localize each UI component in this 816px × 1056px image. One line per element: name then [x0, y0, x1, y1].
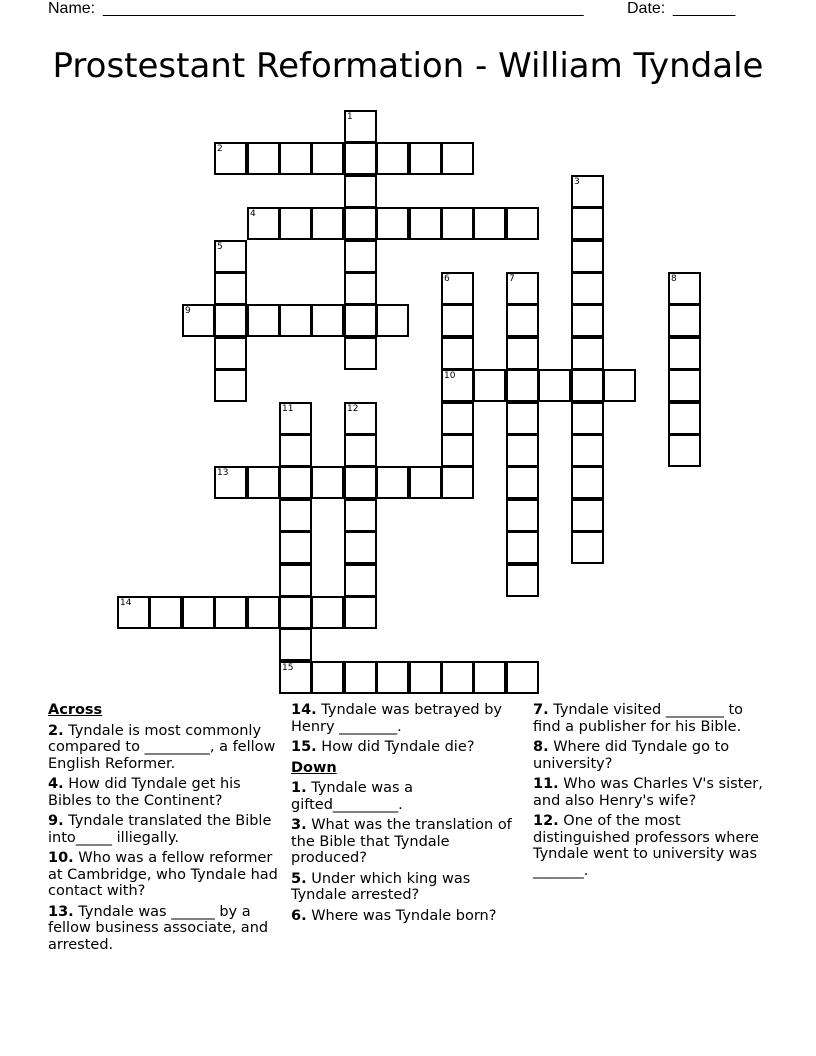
crossword-cell[interactable]	[279, 661, 312, 694]
date-field-line[interactable]: _______	[673, 0, 736, 17]
crossword-cell[interactable]	[279, 434, 312, 467]
crossword-cell[interactable]	[376, 661, 409, 694]
crossword-cell[interactable]	[247, 207, 280, 240]
crossword-cell[interactable]	[441, 337, 474, 370]
crossword-cell[interactable]	[376, 466, 409, 499]
clue-across-9: 9. Tyndale translated the Bible into_____ illiegally.	[48, 813, 272, 846]
crossword-cell[interactable]	[344, 531, 377, 564]
crossword-cell[interactable]	[214, 466, 247, 499]
crossword-cell[interactable]	[279, 596, 312, 629]
crossword-cell[interactable]	[214, 369, 247, 402]
clue-column-1	[48, 702, 280, 957]
clue-number-label: 8	[671, 274, 677, 284]
page-title: Prostestant Reformation - William Tyndale	[52, 46, 764, 86]
crossword-cell[interactable]	[279, 564, 312, 597]
crossword-cell[interactable]	[214, 142, 247, 175]
crossword-cell[interactable]	[311, 142, 344, 175]
crossword-cell[interactable]	[344, 110, 377, 143]
crossword-cell[interactable]	[344, 499, 377, 532]
crossword-cell[interactable]	[344, 175, 377, 208]
crossword-cell[interactable]	[279, 207, 312, 240]
clue-number-label: 9	[185, 306, 191, 316]
crossword-cell[interactable]	[571, 240, 604, 273]
crossword-cell[interactable]	[344, 434, 377, 467]
crossword-cell[interactable]	[506, 434, 539, 467]
crossword-cell[interactable]	[571, 337, 604, 370]
crossword-cell[interactable]	[668, 434, 701, 467]
clue-down-11: 11. Who was Charles V's sister, and also Henry's wife?	[533, 776, 763, 809]
crossword-cell[interactable]	[668, 402, 701, 435]
crossword-cell[interactable]	[506, 304, 539, 337]
clue-down-8: 8. Where did Tyndale go to university?	[533, 739, 730, 772]
crossword-cell[interactable]	[376, 142, 409, 175]
crossword-cell[interactable]	[506, 369, 539, 402]
crossword-cell[interactable]	[506, 531, 539, 564]
crossword-cell[interactable]	[149, 596, 182, 629]
clue-number-label: 12	[347, 404, 359, 414]
clue-down-1: 1. Tyndale was a gifted_________.	[291, 780, 414, 813]
crossword-cell[interactable]	[376, 304, 409, 337]
crossword-cell[interactable]	[279, 402, 312, 435]
across-heading: Across	[48, 702, 103, 718]
crossword-cell[interactable]	[571, 272, 604, 305]
clue-number-label: 6	[444, 274, 450, 284]
clue-number-label: 1	[347, 112, 353, 122]
crossword-cell[interactable]	[441, 402, 474, 435]
name-field-line[interactable]: ______________________________________________________	[103, 0, 584, 17]
crossword-cell[interactable]	[247, 304, 280, 337]
crossword-cell[interactable]	[214, 304, 247, 337]
clue-number-label: 4	[250, 209, 256, 219]
crossword-cell[interactable]	[441, 142, 474, 175]
crossword-cell[interactable]	[571, 175, 604, 208]
clue-number-label: 3	[574, 177, 580, 187]
crossword-cell[interactable]	[571, 207, 604, 240]
crossword-cell[interactable]	[344, 240, 377, 273]
crossword-cell[interactable]	[668, 337, 701, 370]
name-label: Name:	[48, 0, 96, 17]
crossword-cell[interactable]	[279, 531, 312, 564]
clue-across-14: 14. Tyndale was betrayed by Henry ________.	[291, 702, 502, 735]
crossword-cell[interactable]	[571, 499, 604, 532]
crossword-cell[interactable]	[409, 466, 442, 499]
crossword-cell[interactable]	[279, 628, 312, 661]
date-label: Date:	[627, 0, 666, 17]
crossword-cell[interactable]	[344, 142, 377, 175]
crossword-cell[interactable]	[571, 304, 604, 337]
crossword-cell[interactable]	[506, 661, 539, 694]
crossword-cell[interactable]	[668, 304, 701, 337]
crossword-cell[interactable]	[538, 369, 571, 402]
crossword-cell[interactable]	[571, 402, 604, 435]
crossword-cell[interactable]	[344, 564, 377, 597]
crossword-cell[interactable]	[441, 207, 474, 240]
crossword-cell[interactable]	[441, 369, 474, 402]
crossword-cell[interactable]	[214, 272, 247, 305]
crossword-cell[interactable]	[214, 240, 247, 273]
crossword-cell[interactable]	[247, 596, 280, 629]
crossword-cell[interactable]	[279, 142, 312, 175]
clue-column-2	[291, 702, 523, 928]
clue-number-label: 11	[282, 404, 294, 414]
clue-across-10: 10. Who was a fellow reformer at Cambridge, who Tyndale had contact with?	[48, 850, 278, 899]
crossword-cell[interactable]	[571, 369, 604, 402]
clue-number-label: 14	[120, 598, 132, 608]
crossword-cell[interactable]	[344, 402, 377, 435]
crossword-cell[interactable]	[506, 402, 539, 435]
crossword-cell[interactable]	[473, 207, 506, 240]
crossword-cell[interactable]	[506, 466, 539, 499]
clue-down-12: 12. One of the most distinguished professors where Tyndale went to university was _______.	[533, 813, 759, 879]
clue-number-label: 2	[217, 144, 223, 154]
crossword-cell[interactable]	[344, 596, 377, 629]
clue-number-label: 15	[282, 663, 294, 673]
crossword-cell[interactable]	[603, 369, 636, 402]
crossword-cell[interactable]	[506, 207, 539, 240]
crossword-cell[interactable]	[409, 661, 442, 694]
clue-number-label: 13	[217, 468, 229, 478]
crossword-cell[interactable]	[506, 499, 539, 532]
clue-column-3	[533, 702, 773, 883]
crossword-cell[interactable]	[668, 272, 701, 305]
crossword-cell[interactable]	[344, 661, 377, 694]
down-heading: Down	[291, 759, 337, 776]
clue-number-label: 5	[217, 242, 223, 252]
crossword-cell[interactable]	[473, 369, 506, 402]
crossword-cell[interactable]	[571, 434, 604, 467]
crossword-cell[interactable]	[473, 661, 506, 694]
crossword-cell[interactable]	[506, 337, 539, 370]
crossword-cell[interactable]	[311, 207, 344, 240]
clue-across-13: 13. Tyndale was ______ by a fellow business associate, and arrested.	[48, 903, 269, 953]
clue-down-3: 3. What was the translation of the Bible that Tyndale produced?	[291, 817, 512, 866]
crossword-cell[interactable]	[506, 564, 539, 597]
crossword-cell[interactable]	[571, 531, 604, 564]
crossword-cell[interactable]	[279, 466, 312, 499]
crossword-cell[interactable]	[279, 499, 312, 532]
crossword-cell[interactable]	[344, 337, 377, 370]
crossword-cell[interactable]	[441, 466, 474, 499]
clue-across-15: 15. How did Tyndale die?	[291, 739, 475, 755]
crossword-cell[interactable]	[668, 369, 701, 402]
crossword-cell[interactable]	[344, 304, 377, 337]
crossword-cell[interactable]	[344, 272, 377, 305]
clue-down-7: 7. Tyndale visited ________ to find a publisher for his Bible.	[533, 702, 744, 735]
clue-down-5: 5. Under which king was Tyndale arrested?	[291, 870, 471, 903]
crossword-cell[interactable]	[344, 207, 377, 240]
clue-down-6: 6. Where was Tyndale born?	[291, 907, 497, 924]
crossword-cell[interactable]	[409, 142, 442, 175]
crossword-cell[interactable]	[506, 272, 539, 305]
clue-across-4: 4. How did Tyndale get his Bibles to the Continent?	[48, 776, 241, 809]
crossword-cell[interactable]	[311, 661, 344, 694]
crossword-cell[interactable]	[247, 466, 280, 499]
crossword-cell[interactable]	[279, 304, 312, 337]
crossword-cell[interactable]	[441, 304, 474, 337]
crossword-cell[interactable]	[247, 142, 280, 175]
crossword-cell[interactable]	[409, 207, 442, 240]
clue-number-label: 7	[509, 274, 515, 284]
crossword-cell[interactable]	[441, 272, 474, 305]
clue-number-label: 10	[444, 371, 456, 381]
crossword-cell[interactable]	[344, 466, 377, 499]
crossword-cell[interactable]	[117, 596, 150, 629]
crossword-cell[interactable]	[441, 661, 474, 694]
crossword-cell[interactable]	[214, 596, 247, 629]
crossword-cell[interactable]	[571, 466, 604, 499]
crossword-cell[interactable]	[182, 304, 215, 337]
crossword-cell[interactable]	[214, 337, 247, 370]
crossword-cell[interactable]	[441, 434, 474, 467]
crossword-cell[interactable]	[182, 596, 215, 629]
clue-across-2: 2. Tyndale is most commonly compared to _________, a fellow English Reformer.	[48, 722, 276, 772]
crossword-cell[interactable]	[311, 304, 344, 337]
crossword-cell[interactable]	[311, 596, 344, 629]
crossword-cell[interactable]	[311, 466, 344, 499]
crossword-cell[interactable]	[376, 207, 409, 240]
